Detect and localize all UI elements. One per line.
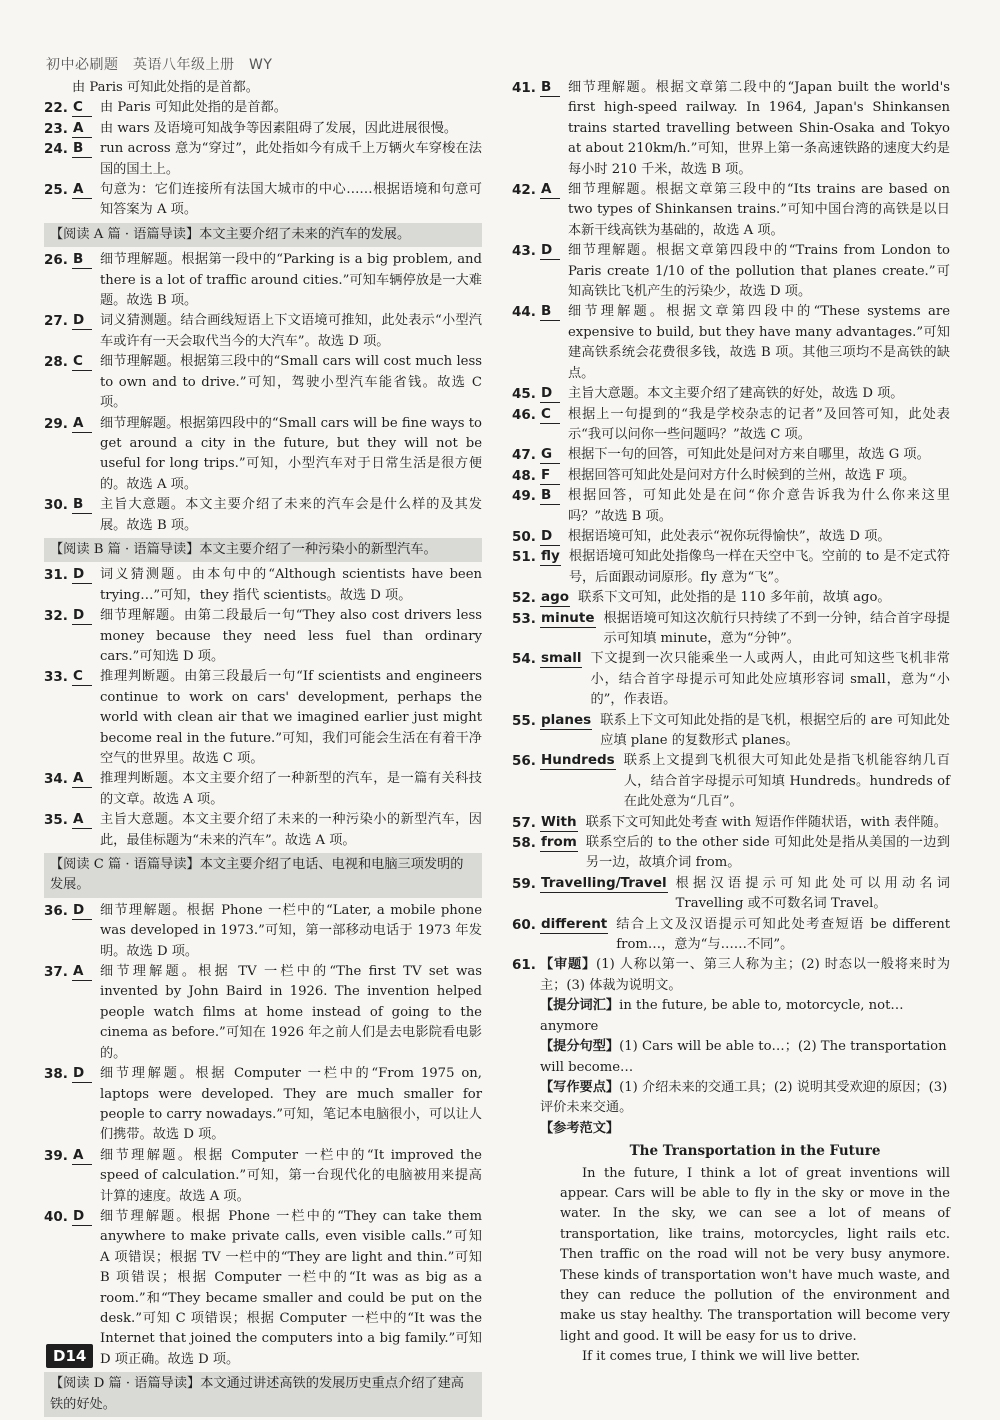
question-number: 38. [44,1066,68,1083]
question-number: 24. [44,141,68,158]
answer-item [512,915,950,956]
answer-item [512,711,950,752]
answer-key: With [541,813,577,830]
explanation-text: 由 wars 及语境可知战争等因素阻碍了发展，因此进展很慢。 [100,120,458,136]
question-number: 32. [44,608,68,625]
answer-key: D [72,312,92,330]
left-column [44,78,482,1420]
section-banner: 【阅读 D 篇 · 语篇导读】本文通过讲述高铁的发展历史重点介绍了建高铁的好处。 [44,1372,482,1417]
answer-key: small [541,650,582,667]
explanation-text: 细节理解题。根据 Computer 一栏中的“It improved the speed of calculation.”可知，第一台现代化的电脑被用来提高计算的速度。故选 A 项。 [100,1147,482,1204]
explanation-text: 句意为：它们连接所有法国大城市的中心……根据语境和句意可知答案为 A 项。 [100,182,482,218]
explanation-text: 根据上一句提到的“我是学校杂志的记者”及回答可知，此处表示“我可以问你一些问题吗？”故选 C 项。 [568,406,950,442]
question-number: 29. [44,415,68,432]
answer-item [44,119,482,139]
points-block [512,1078,950,1119]
question-number: 23. [44,120,68,137]
explanation-text: 根据汉语提示可知此处可以用动名词 Travelling 或不可数名词 Travel。 [675,875,950,912]
answer-item [44,139,482,180]
answer-item [44,414,482,496]
answer-item [512,833,950,874]
answer-item [512,405,950,446]
pattern-label: 【提分句型】 [540,1039,620,1055]
question-number: 37. [44,964,68,981]
answer-key: A [72,811,92,829]
answer-key: Travelling/Travel [541,874,667,891]
explanation-text: 主旨大意题。本文主要介绍了未来的一种污染小的新型汽车，因此，最佳标题为“未来的汽车”。故选 A 项。 [100,812,482,848]
answer-item [44,311,482,352]
answer-item [512,547,950,588]
answer-key: B [72,496,92,514]
question-number: 27. [44,313,68,330]
explanation-text: 联系下文可知，此处指的是 110 多年前，故填 ago。 [578,590,891,606]
vocab-label: 【提分词汇】 [540,998,620,1014]
question-number: 43. [512,243,536,260]
answer-key: C [72,668,92,686]
answer-item [44,667,482,769]
essay-paragraph: If it comes true, I think we will live better. [582,1349,860,1365]
question-number: 35. [44,812,68,829]
answer-item [512,874,950,915]
explanation-text: 联系下文可知此处考查 with 短语作伴随状语，with 表伴随。 [585,814,947,830]
explanation-text: 细节理解题。根据 Computer 一栏中的“From 1975 on, laptops were developed. They are much smaller for people to carry nowadays.”可知，笔记本电脑很小，可以让人们携带。故选 D 项。 [100,1066,482,1143]
answer-item [512,588,950,608]
answer-key: B [72,140,92,158]
question-number: 36. [44,902,68,919]
pattern-text: (1) Cars will be able to…；(2) The transportation will become… [540,1039,947,1075]
answer-key: A [72,963,92,981]
question-number: 25. [44,182,68,199]
answer-key: D [72,566,92,584]
question-number: 46. [512,406,536,423]
answer-key: A [72,770,92,788]
answer-key: B [540,79,560,97]
answer-item [44,78,482,98]
sample-essay [512,1141,950,1367]
section-banner: 【阅读 A 篇 · 语篇导读】本文主要介绍了未来的汽车的发展。 [44,223,482,247]
question-number: 60. [512,916,536,933]
answer-key: D [72,1208,92,1226]
page-header: 初中必刷题 英语八年级上册 WY [46,57,273,73]
question-number: 48. [512,467,536,484]
explanation-text: 细节理解题。根据 Phone 一栏中的“They can take them anywhere to make private calls, even visible calls.”可知 A 项错误；根据 TV 一栏中的“They are light and thin.”可知 B 项错误；根据 Computer 一栏中的“It was as big as a room.”和“They became smaller and could be put on the desk.”可知 C 项错误；根据 Computer 一栏中的“It was the Internet that joined the computers into a big family.”可知 D 项正确。故选 D 项。 [100,1208,482,1367]
answer-item [512,180,950,241]
answer-key: Hundreds [541,752,615,769]
answer-item [512,813,950,833]
answer-item [44,810,482,851]
question-number: 41. [512,80,536,96]
explanation-text: 根据下一句的回答，可知此处是问对方来自哪里，故选 G 项。 [568,447,930,463]
answer-item [512,649,950,710]
answer-key: ago [541,589,570,606]
answer-item [512,302,950,384]
explanation-text: 主旨大意题。本文主要介绍了未来的汽车会是什么样的及其发展。故选 B 项。 [100,497,482,533]
question-number: 45. [512,386,536,403]
answer-item [44,565,482,606]
answer-key: A [72,415,92,433]
answer-item [512,751,950,812]
answer-item [44,1064,482,1146]
answer-item [44,250,482,311]
answer-key: D [72,902,92,920]
explanation-text: 主旨大意题。本文主要介绍了建高铁的好处，故选 D 项。 [568,386,904,402]
answer-item [44,495,482,536]
question-number: 54. [512,651,536,668]
answer-item [44,769,482,810]
explanation-text: 下文提到一次只能乘坐一人或两人，由此可知这些飞机非常小，结合首字母提示可知此处应填形容词 small，意为“小的”，作表语。 [590,651,950,708]
question-number: 59. [512,875,536,892]
answer-item [512,609,950,650]
question-number: 52. [512,590,536,607]
explanation-text: 词义猜测题。结合画线短语上下文语境可推知，此处表示“小型汽车或许有一天会取代当今的大汽车”。故选 D 项。 [100,313,482,349]
question-number: 31. [44,567,68,584]
section-banner: 【阅读 C 篇 · 语篇导读】本文主要介绍了电话、电视和电脑三项发明的发展。 [44,853,482,898]
explanation-text: 根据语境可知此处指像鸟一样在天空中飞。空前的 to 是不定式符号，后面跟动词原形。fly 意为“飞”。 [568,549,950,585]
question-number: 39. [44,1147,68,1164]
explanation-text: 推理判断题。由第三段最后一句“If scientists and engineers continue to work on cars' development, perhaps the world with clean air that we imagined earlier just might become real in the future.”可知，我们可能会生活在有着干净空气的世界里。故选 C 项。 [100,669,482,766]
explanation-text: run across 意为“穿过”，此处指如今有成千上万辆火车穿梭在法国的国土上。 [100,141,482,177]
question-number: 28. [44,354,68,371]
explanation-text: 根据回答可知此处是问对方什么时候到的兰州，故选 F 项。 [568,467,916,483]
answer-key: A [72,181,92,199]
answer-item [512,445,950,465]
pattern-block [512,1037,950,1078]
answer-item [512,486,950,527]
explanation-text: 联系上下文可知此处指的是飞机，根据空后的 are 可知此处应填 plane 的复数形式 planes。 [600,712,950,748]
question-number: 50. [512,528,536,545]
answer-item [44,962,482,1064]
answer-key: C [72,99,92,117]
answer-key: C [72,353,92,371]
answer-key: A [540,181,560,199]
answer-item [44,1146,482,1207]
explanation-text: 联系空后的 to the other side 可知此处是指从美国的一边到另一边，故填介词 from。 [585,835,950,871]
answer-key: F [540,467,560,485]
answer-item [44,98,482,118]
question-number: 30. [44,497,68,514]
answer-item [44,606,482,667]
explanation-text: 细节理解题。根据 Phone 一栏中的“Later, a mobile phone was developed in 1973.”可知，第一部移动电话于 1973 年发明。故选 D 项。 [100,902,482,959]
explanation-text: 推理判断题。本文主要介绍了一种新型的汽车，是一篇有关科技的文章。故选 A 项。 [100,771,482,807]
answer-item-61 [512,955,950,996]
explanation-text: 根据回答，可知此处是在问“你介意告诉我为什么你来这里吗？”故选 B 项。 [568,488,950,524]
question-number: 33. [44,669,68,686]
question-number: 22. [44,100,68,117]
sample-block [512,1119,950,1139]
answer-item [44,1207,482,1370]
answer-key: D [540,242,560,260]
question-number: 47. [512,447,536,464]
answer-item [44,180,482,221]
answer-key: D [72,607,92,625]
answer-item [512,384,950,404]
explanation-text: 词义猜测题。由本句中的“Although scientists have been trying…”可知，they 指代 scientists。故选 D 项。 [100,567,482,603]
section-banner: 【阅读 B 篇 · 语篇导读】本文主要介绍了一种污染小的新型汽车。 [44,538,482,562]
answer-key: B [72,251,92,269]
answer-key: B [540,487,560,505]
question-number: 44. [512,304,536,321]
explanation-text: 细节理解题。根据第四段中的“Small cars will be fine ways to get around a city in the future, but they will not be useful for long trips.”可知，小型汽车对于日常生活是很方便的。故选 A 项。 [100,415,482,492]
answer-key: A [72,1147,92,1165]
audit-text: (1) 人称以第一、第三人称为主；(2) 时态以一般将来时为主；(3) 体裁为说明文。 [540,957,951,993]
question-number: 55. [512,712,536,729]
answer-key: B [540,303,560,321]
answer-key: G [540,446,560,464]
explanation-text: 细节理解题。根据文章第四段中的“These systems are expensive to build, but they have many advantages.”可知建高铁系统会花费很多钱，故选 B 项。其他三项均不是高铁的缺点。 [568,304,950,381]
answer-key: D [540,528,560,546]
question-number: 61. [512,957,536,974]
answer-item [512,466,950,486]
explanation-text: 由 Paris 可知此处指的是首都。 [100,100,287,116]
answer-key: C [540,406,560,424]
question-number: 49. [512,488,536,505]
question-number: 51. [512,549,536,566]
points-text: (1) 介绍未来的交通工具；(2) 说明其受欢迎的原因；(3) 评价未来交通。 [540,1079,948,1116]
essay-title: The Transportation in the Future [629,1143,881,1160]
answer-item [44,901,482,962]
answer-item [512,241,950,302]
essay-paragraph: In the future, I think a lot of great inventions will appear. Cars will be able to fly in the sky or move in the water. In the sky, we can see a lot of means of transportation, like trains, motorcycles, light rails etc. Then traffic on the road will not be very busy anymore. These kinds of transportation won't have much waste, and they can reduce the pollution of the environment and make us stay healthy. The transportation will become very light and good. It will be easy for us to drive. [560,1165,950,1344]
explanation-text: 细节理解题。根据文章第三段中的“Its trains are based on two types of Shinkansen trains.”可知中国台湾的高铁是以日本新干线高铁为基础的，故选 A 项。 [568,182,950,238]
explanation-text: 由 Paris 可知此处指的是首都。 [72,80,259,95]
audit-label: 【审题】 [540,957,597,973]
question-number: 53. [512,610,536,627]
answer-key: planes [541,711,592,728]
explanation-text: 细节理解题。根据 TV 一栏中的“The first TV set was invented by John Baird in 1926. The invention helped people watch films at home instead of going to the cinema as before.”可知在 1926 年之前人们是去电影院看电影的。 [100,964,482,1061]
answer-key: from [541,834,577,851]
answer-item [44,352,482,413]
question-number: 40. [44,1208,68,1225]
question-number: 42. [512,182,536,199]
explanation-text: 细节理解题。根据文章第二段中的“Japan built the world's first high-speed railway. In 1964, Japan's Shinkansen trains started travelling between Shin-Osaka and Tokyo at about 210km/h.”可知，世界上第一条高速铁路的速度大约是每小时 210 千米，故选 B 项。 [568,80,950,177]
question-number: 56. [512,753,536,770]
explanation-text: 根据语境可知，此处表示“祝你玩得愉快”，故选 D 项。 [568,528,891,544]
answer-key: D [72,1065,92,1083]
answer-item [512,527,950,547]
explanation-text: 细节理解题。根据第一段中的“Parking is a big problem, and there is a lot of traffic around cities.”可知车辆停放是一大难题。故选 B 项。 [100,252,482,309]
right-column [512,78,950,1368]
explanation-text: 细节理解题。根据第三段中的“Small cars will cost much less to own and to drive.”可知，驾驶小型汽车能省钱。故选 C 项。 [100,354,482,411]
explanation-text: 细节理解题。由第二段最后一句“They also cost drivers less money because they need less fuel than ordinary cars.”可知选 D 项。 [100,608,482,664]
vocab-block [512,996,950,1037]
explanation-text: 细节理解题。根据文章第四段中的“Trains from London to Paris create 1/10 of the pollution that planes create.”可知高铁比飞机产生的污染少，故选 D 项。 [568,243,950,300]
page-number: D14 [46,1344,93,1368]
answer-key: fly [541,548,560,565]
question-number: 57. [512,814,536,831]
answer-key: D [540,385,560,403]
explanation-text: 结合上文及汉语提示可知此处考查短语 be different from…，意为“与……不同”。 [616,916,950,953]
answer-key: different [541,915,608,932]
answer-item [512,78,950,180]
points-label: 【写作要点】 [540,1079,620,1095]
answer-key: A [72,120,92,138]
answer-key: minute [541,609,595,626]
question-number: 58. [512,835,536,852]
question-number: 26. [44,252,68,269]
vocab-text: in the future, be able to, motorcycle, not… anymore [540,998,904,1034]
sample-label: 【参考范文】 [540,1120,620,1136]
explanation-text: 根据语境可知这次航行只持续了不到一分钟，结合首字母提示可知填 minute，意为“分钟”。 [603,610,950,646]
explanation-text: 联系上文提到飞机很大可知此处是指飞机能容纳几百人，结合首字母提示可知填 Hundreds。hundreds of 在此处意为“几百”。 [623,753,950,810]
question-number: 34. [44,771,68,788]
